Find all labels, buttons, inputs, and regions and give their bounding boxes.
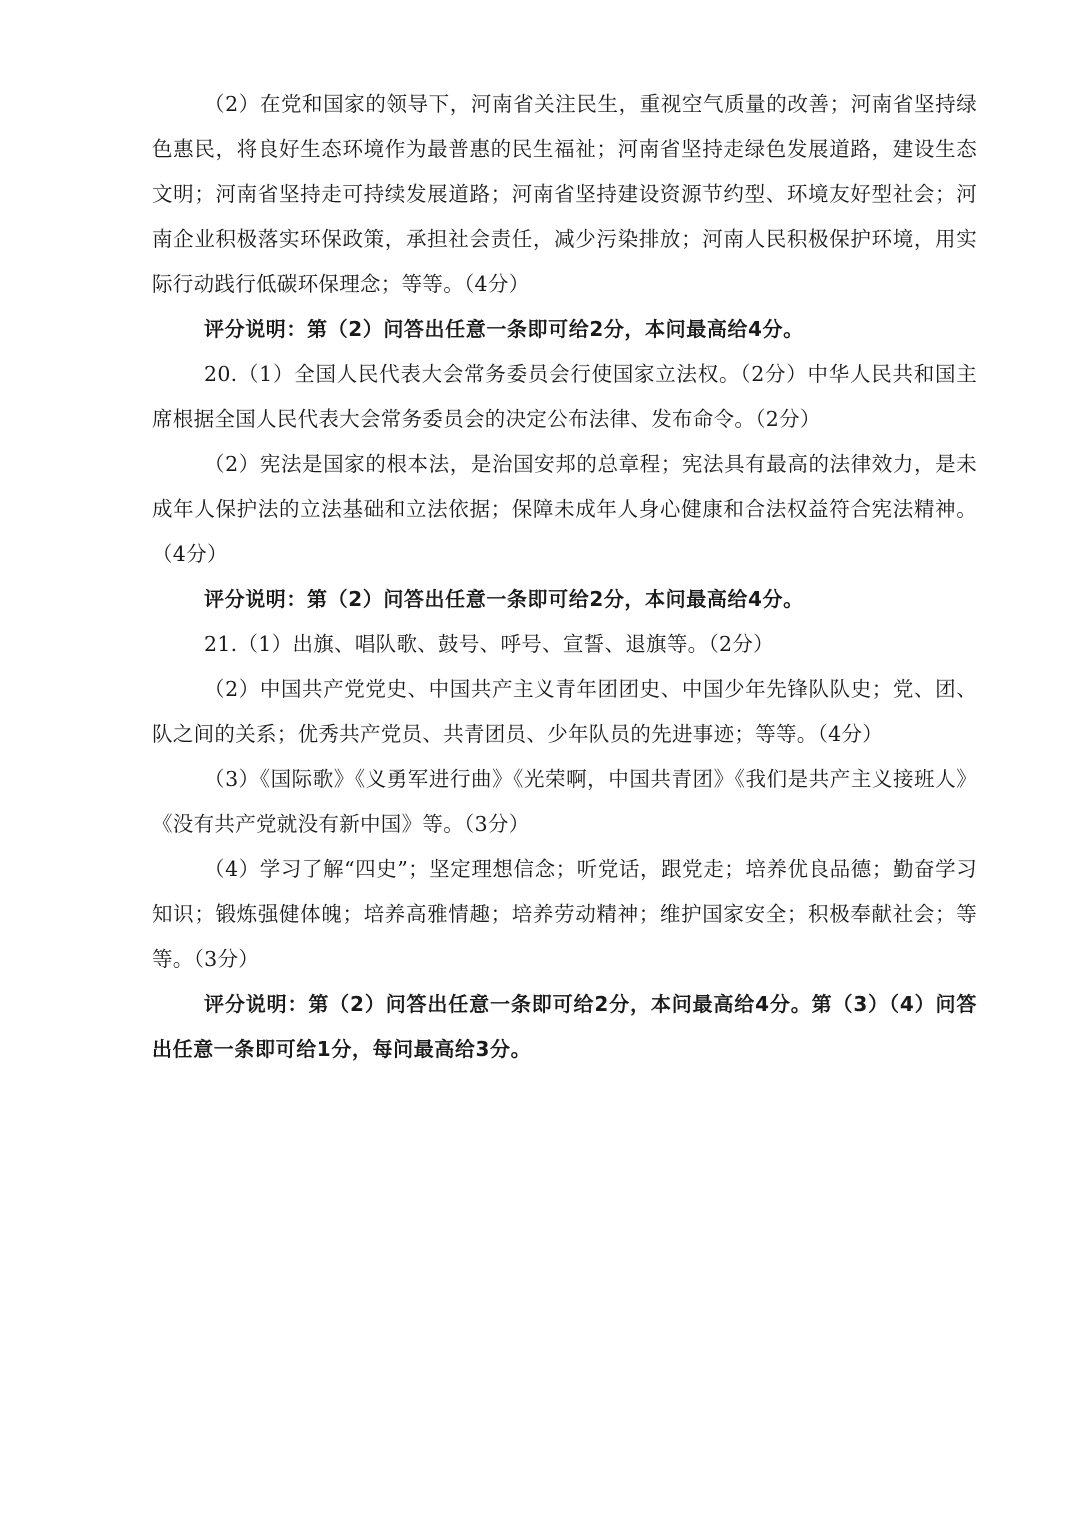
answer-19-part-2: （2）在党和国家的领导下，河南省关注民生，重视空气质量的改善；河南省坚持绿色惠民，将良好生态环境作为最普惠的民生福祉；河南省坚持走绿色发展道路，建设生态文明；河南省坚持走可持续发展道路；河南省坚持建设资源节约型、环境友好型社会；河南企业积极落实环保政策，承担社会责任，减少污染排放；河南人民积极保护环境，用实际行动践行低碳环保理念；等等。（4分） — [152, 92, 977, 296]
answer-21-part-4: （4）学习了解“四史”；坚定理想信念；听党话，跟党走；培养优良品德；勤奋学习知识；锻炼强健体魄；培养高雅情趣；培养劳动精神；维护国家安全；积极奉献社会；等等。（3分） — [152, 857, 977, 971]
answer-20-part-2: （2）宪法是国家的根本法，是治国安邦的总章程；宪法具有最高的法律效力，是未成年人保护法的立法基础和立法依据；保障未成年人身心健康和合法权益符合宪法精神。（4分） — [152, 452, 977, 566]
scoring-note-20: 评分说明：第（2）问答出任意一条即可给2分，本问最高给4分。 — [204, 587, 804, 611]
answer-21-part-3: （3）《国际歌》《义勇军进行曲》《光荣啊，中国共青团》《我们是共产主义接班人》《没有共产党就没有新中国》等。（3分） — [152, 767, 977, 836]
scoring-note-19: 评分说明：第（2）问答出任意一条即可给2分，本问最高给4分。 — [204, 317, 804, 341]
scoring-note-21: 评分说明：第（2）问答出任意一条即可给2分，本问最高给4分。第（3）（4）问答出任意一条即可给1分，每问最高给3分。 — [152, 992, 977, 1061]
answer-21-part-2: （2）中国共产党党史、中国共产主义青年团团史、中国少年先锋队队史；党、团、队之间的关系；优秀共产党员、共青团员、少年队员的先进事迹；等等。（4分） — [152, 677, 977, 746]
answer-document — [152, 82, 977, 1072]
answer-21-part-1: 21.（1）出旗、唱队歌、鼓号、呼号、宣誓、退旗等。（2分） — [204, 632, 774, 656]
answer-20-part-1: 20.（1）全国人民代表大会常务委员会行使国家立法权。（2分）中华人民共和国主席根据全国人民代表大会常务委员会的决定公布法律、发布命令。（2分） — [152, 362, 977, 431]
